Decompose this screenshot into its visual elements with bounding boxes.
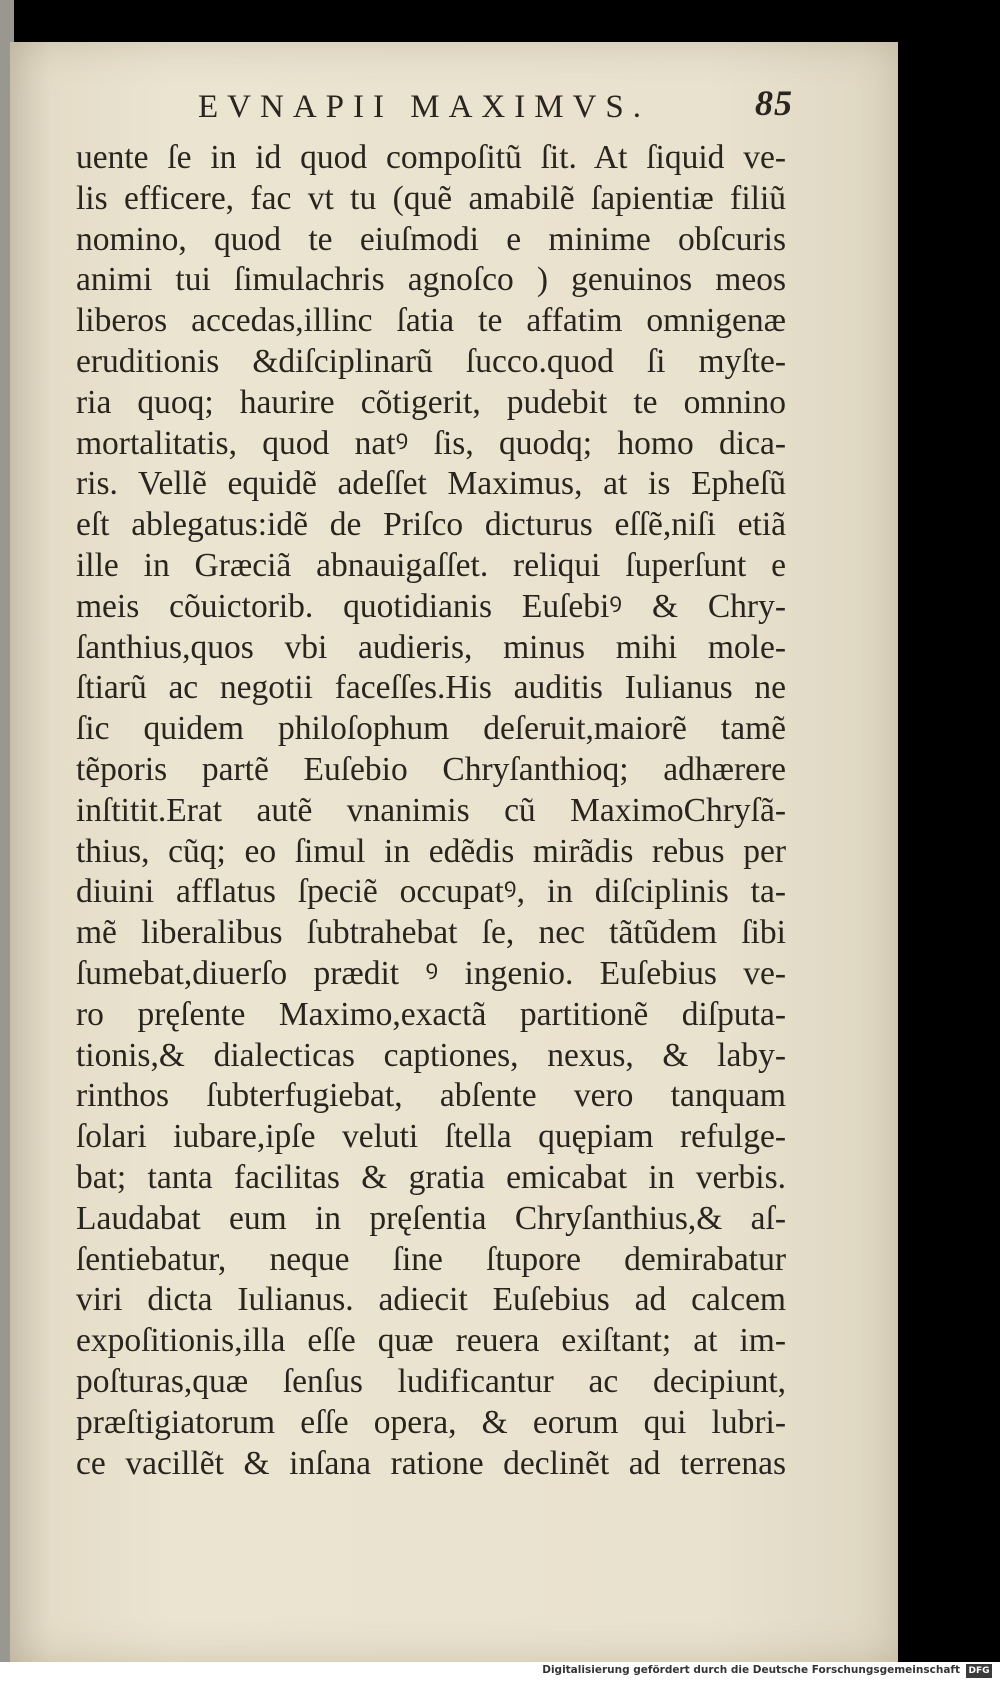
text-line: diuini afflatus ſpeciẽ occupatꝰ, in diſciplinis ta-	[76, 873, 786, 911]
page-number: 85	[755, 83, 793, 123]
text-line: liberos accedas,illinc ſatia te affatim omnigenæ	[76, 302, 786, 340]
text-line: rinthos ſubterfugiebat, abſente vero tanquam	[76, 1077, 786, 1115]
text-line: poſturas,quæ ſenſus ludificantur ac decipiunt,	[76, 1362, 786, 1400]
text-line: thius, cũq; eo ſimul in edẽdis mirãdis rebus per	[76, 832, 786, 870]
running-title: EVNAPII MAXIMVS.	[198, 88, 651, 125]
text-line: ro pręſente Maximo,exactã partitionẽ diſputa-	[76, 995, 786, 1033]
text-line: ris. Vellẽ equidẽ adeſſet Maximus, at is Epheſũ	[76, 465, 786, 503]
text-line: ſic quidem philoſophum deſeruit,maiorẽ tamẽ	[76, 710, 786, 748]
text-line: meis cõuictorib. quotidianis Euſebiꝰ & Chry-	[76, 587, 786, 625]
text-line: eſt ablegatus:idẽ de Priſco dicturus eſſẽ,niſi etiã	[76, 506, 786, 544]
text-line: mortalitatis, quod natꝰ ſis, quodq; homo dica-	[76, 424, 786, 462]
text-line: lis efficere, fac vt tu (quẽ amabilẽ ſapientiæ filiũ	[76, 179, 786, 217]
text-line: animi tui ſimulachris agnoſco ) genuinos meos	[76, 261, 786, 299]
text-line: ſolari iubare,ipſe veluti ſtella quępiam refulge-	[76, 1118, 786, 1156]
text-line: viri dicta Iulianus. adiecit Euſebius ad calcem	[76, 1281, 786, 1319]
text-line: ſentiebatur, neque ſine ſtupore demirabatur	[76, 1240, 786, 1278]
text-line: bat; tanta facilitas & gratia emicabat in verbis.	[76, 1158, 786, 1196]
dfg-logo: DFG	[966, 1664, 992, 1678]
text-line: ce vacillẽt & inſana ratione declinẽt ad terrenas	[76, 1444, 786, 1482]
text-line: ſtiarũ ac negotii faceſſes.His auditis Iulianus ne	[76, 669, 786, 707]
text-line: tionis,& dialecticas captiones, nexus, & laby-	[76, 1036, 786, 1074]
digitization-credit: Digitalisierung gefördert durch die Deutsche Forschungsgemeinschaft	[542, 1664, 960, 1676]
text-line: nomino, quod te eiuſmodi e minime obſcuris	[76, 220, 786, 258]
text-line: uente ſe in id quod compoſitũ ſit. At ſiquid ve-	[76, 139, 786, 176]
book-page	[10, 42, 898, 1662]
page-header	[198, 82, 798, 132]
text-line: Laudabat eum in pręſentia Chryſanthius,& aſ-	[76, 1199, 786, 1237]
text-line: mẽ liberalibus ſubtrahebat ſe, nec tãtũdem ſibi	[76, 914, 786, 952]
text-line: tẽporis partẽ Euſebio Chryſanthioq; adhærere	[76, 750, 786, 788]
text-line: eruditionis &diſciplinarũ ſucco.quod ſi myſte-	[76, 342, 786, 380]
text-line: inſtitit.Erat autẽ vnanimis cũ MaximoChryſã-	[76, 791, 786, 829]
text-line: ille in Græciã abnauigaſſet. reliqui ſuperſunt e	[76, 546, 786, 584]
text-line: ſumebat,diuerſo prædit ꝰ ingenio. Euſebius ve-	[76, 954, 786, 992]
text-line: præſtigiatorum eſſe opera, & eorum qui lubri-	[76, 1403, 786, 1441]
text-line: expoſitionis,illa eſſe quæ reuera exiſtant; at im-	[76, 1322, 786, 1360]
text-line: ſanthius,quos vbi audieris, minus mihi mole-	[76, 628, 786, 666]
body-text	[76, 138, 786, 1484]
text-line: ria quoq; haurire cõtigerit, pudebit te omnino	[76, 383, 786, 421]
